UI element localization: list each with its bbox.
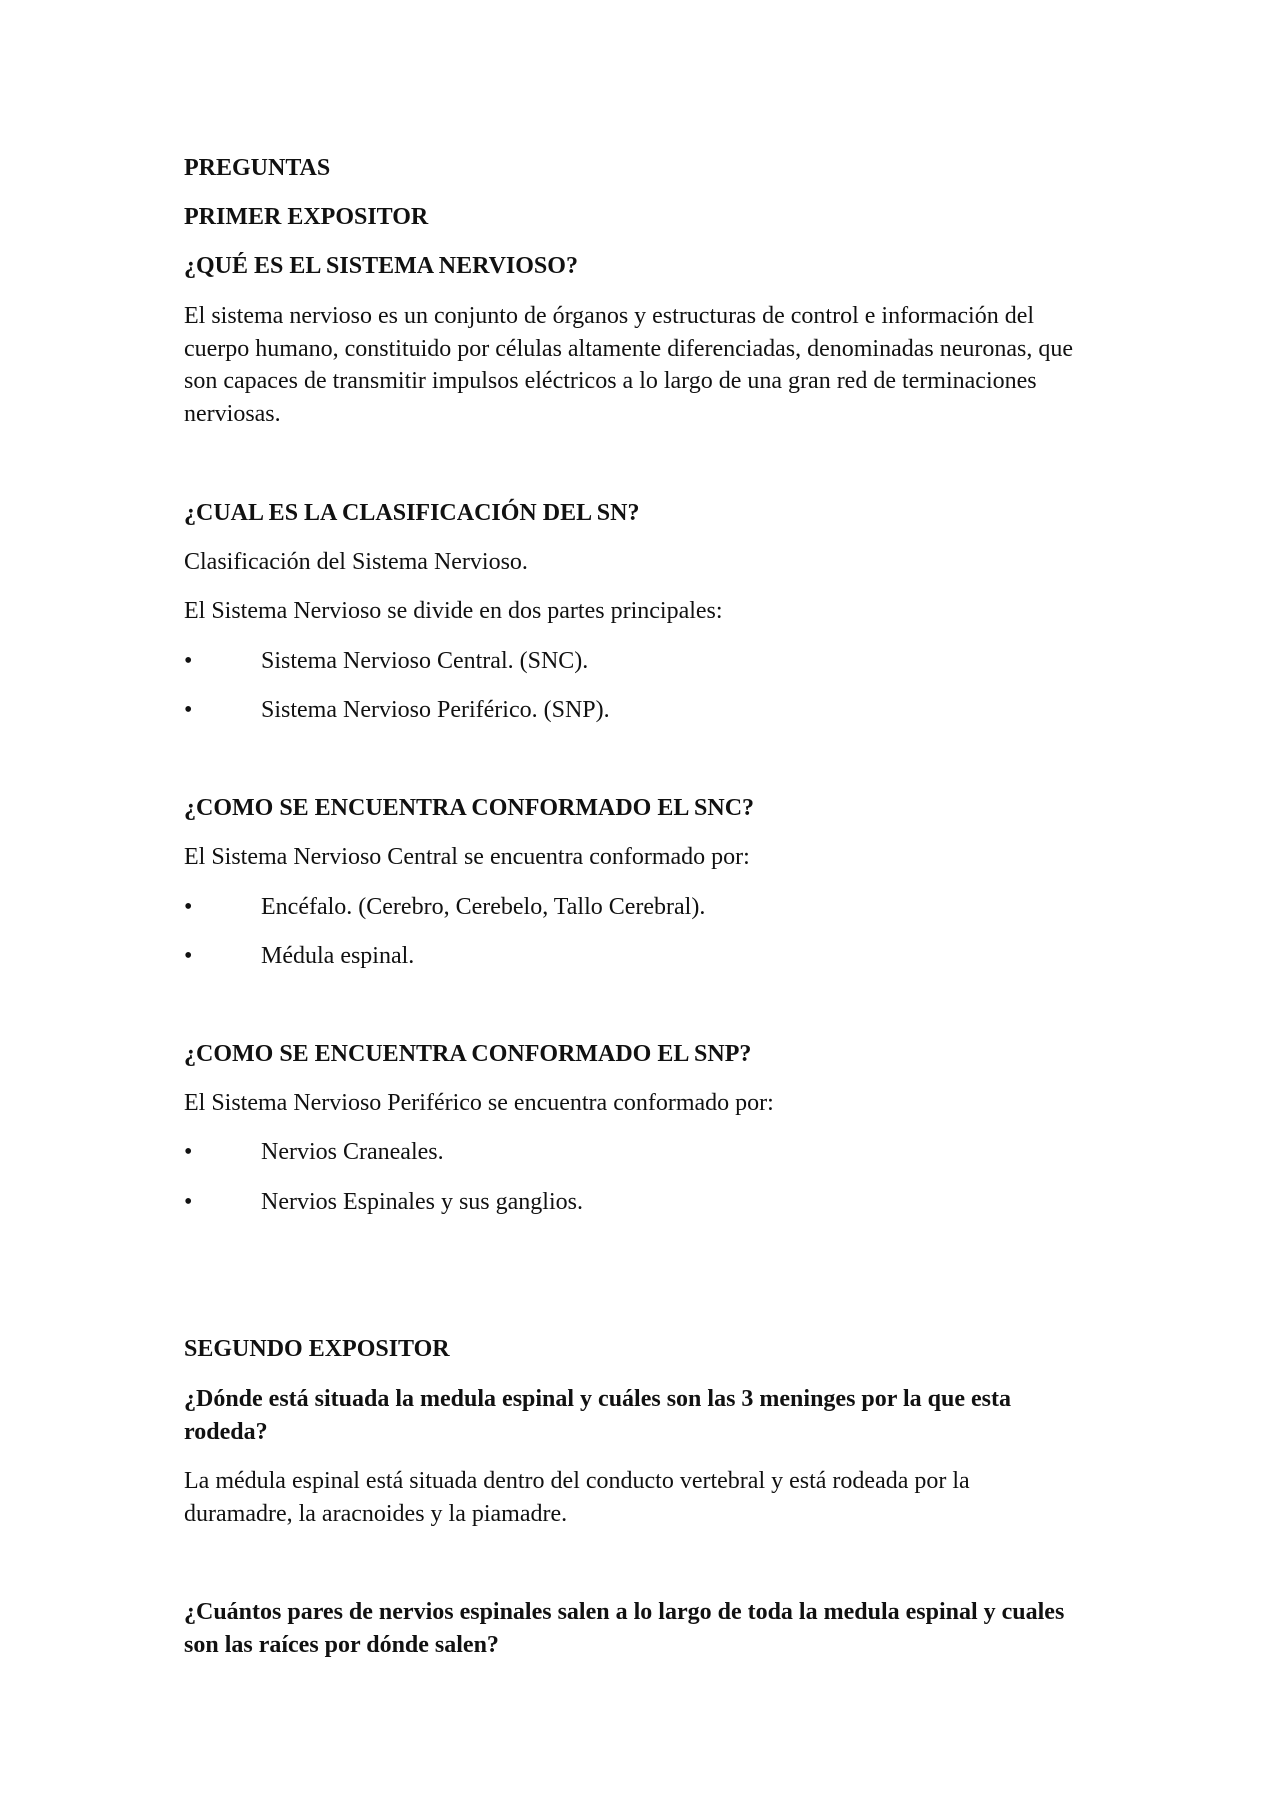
- answer-sistema-nervioso: El sistema nervioso es un conjunto de órganos y estructuras de control e información del cuerpo humano, constituido por células altamente diferenciadas, denominadas neuronas, que son capaces de transmitir impulsos eléctricos a lo largo de una gran red de terminaciones nerviosas.: [184, 303, 1074, 427]
- snp-line-1: El Sistema Nervioso Periférico se encuentra conformado por:: [184, 1090, 774, 1116]
- bullet-marker: •: [184, 697, 193, 723]
- section-title-segundo-expositor: SEGUNDO EXPOSITOR: [184, 1336, 450, 1362]
- list-item-text: Encéfalo. (Cerebro, Cerebelo, Tallo Cerebral).: [261, 894, 706, 920]
- bullet-marker: •: [184, 648, 193, 674]
- list-item-text: Nervios Craneales.: [261, 1139, 444, 1165]
- question-nervios-espinales: ¿Cuántos pares de nervios espinales salen a lo largo de toda la medula espinal y cuales son las raíces por dónde salen?: [184, 1599, 1065, 1658]
- list-item-text: Sistema Nervioso Central. (SNC).: [261, 648, 589, 674]
- bullet-marker: •: [184, 1139, 193, 1165]
- document-heading: PREGUNTAS: [184, 155, 331, 181]
- question-medula-espinal: ¿Dónde está situada la medula espinal y cuáles son las 3 meninges por la que esta rodeda?: [184, 1386, 1011, 1445]
- bullet-marker: •: [184, 943, 193, 969]
- question-conformado-snp: ¿COMO SE ENCUENTRA CONFORMADO EL SNP?: [184, 1041, 752, 1067]
- snc-line-1: El Sistema Nervioso Central se encuentra conformado por:: [184, 844, 750, 870]
- bullet-marker: •: [184, 1189, 193, 1215]
- clasificacion-line-1: Clasificación del Sistema Nervioso.: [184, 549, 528, 575]
- clasificacion-line-2: El Sistema Nervioso se divide en dos partes principales:: [184, 598, 723, 624]
- bullet-marker: •: [184, 894, 193, 920]
- answer-medula-espinal: La médula espinal está situada dentro del conducto vertebral y está rodeada por la duramadre, la aracnoides y la piamadre.: [184, 1468, 970, 1527]
- list-item-text: Médula espinal.: [261, 943, 415, 969]
- list-item-text: Sistema Nervioso Periférico. (SNP).: [261, 697, 610, 723]
- list-item-text: Nervios Espinales y sus ganglios.: [261, 1189, 583, 1215]
- section-title-primer-expositor: PRIMER EXPOSITOR: [184, 204, 429, 230]
- question-sistema-nervioso: ¿QUÉ ES EL SISTEMA NERVIOSO?: [184, 253, 578, 279]
- question-conformado-snc: ¿COMO SE ENCUENTRA CONFORMADO EL SNC?: [184, 795, 755, 821]
- question-clasificacion-sn: ¿CUAL ES LA CLASIFICACIÓN DEL SN?: [184, 500, 640, 526]
